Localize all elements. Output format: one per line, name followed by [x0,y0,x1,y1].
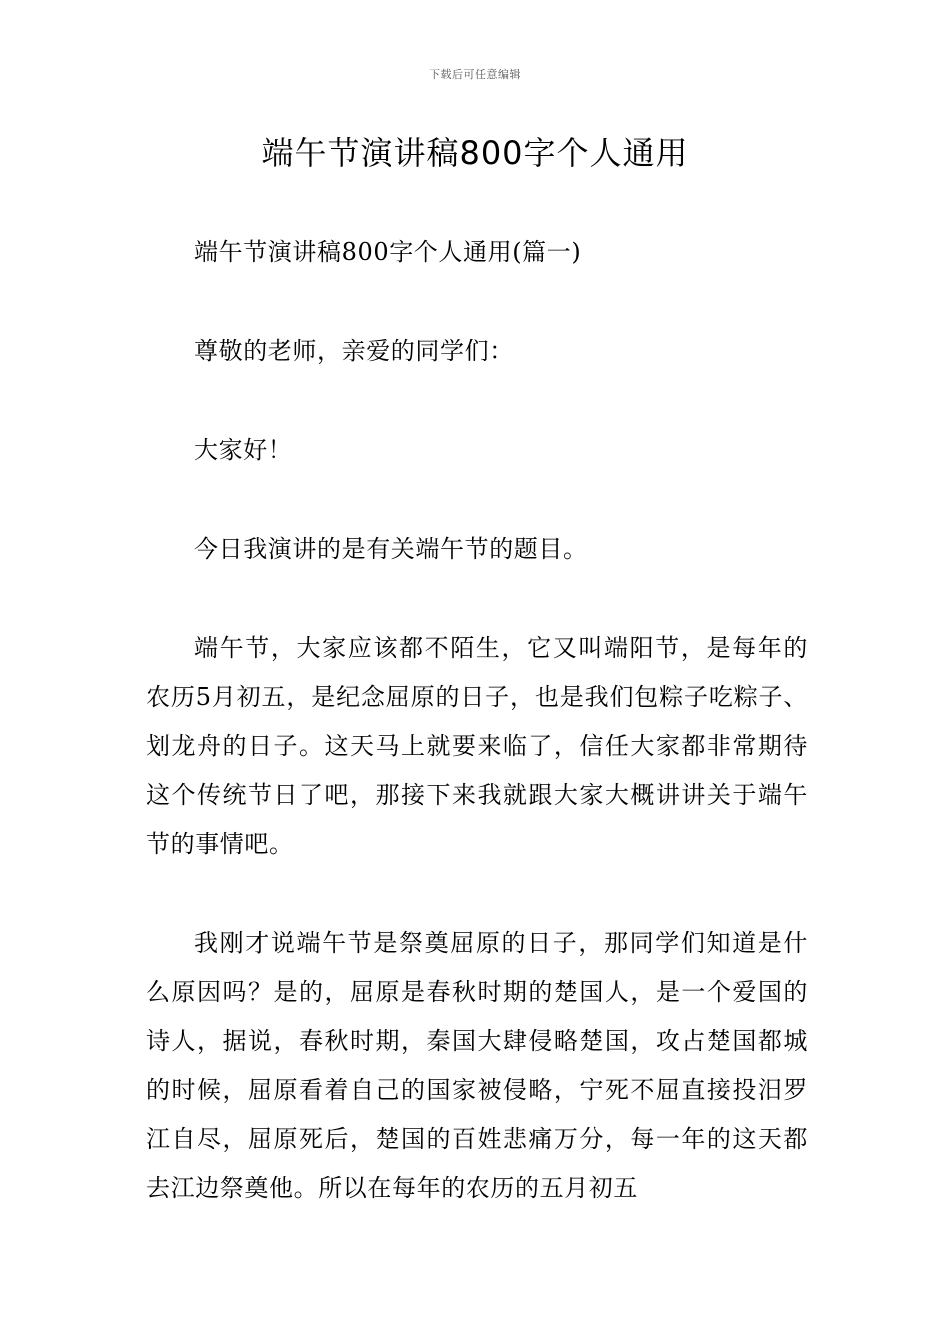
body-paragraph: 端午节，大家应该都不陌生，它又叫端阳节，是每年的农历5月初五，是纪念屈原的日子，也是我们包粽子吃粽子、划龙舟的日子。这天马上就要来临了，信任大家都非常期待这个传统节日了吧，那接下来我就跟大家大概讲讲关于端午节的事情吧。 [146,634,808,858]
paragraph-gap [146,574,808,624]
intro-paragraph: 今日我演讲的是有关端午节的题目。 [194,535,588,563]
document-body [146,228,808,1213]
header-note: 下载后可任意编辑 [429,68,521,81]
greeting: 大家好！ [194,436,293,464]
paragraph-gap [146,869,808,919]
paragraph-gap [146,475,808,525]
section-heading: 端午节演讲稿800字个人通用(篇一) [194,238,582,266]
document-title: 端午节演讲稿800字个人通用 [261,134,689,172]
body-paragraph: 我刚才说端午节是祭奠屈原的日子，那同学们知道是什么原因吗？是的，屈原是春秋时期的楚国人，是一个爱国的诗人，据说，春秋时期，秦国大肆侵略楚国，攻占楚国都城的时候，屈原看着自己的国家被侵略，宁死不屈直接投汨罗江自尽，屈原死后，楚国的百姓悲痛万分，每一年的这天都去江边祭奠他。所以在每年的农历的五月初五 [146,929,808,1202]
paragraph-gap [146,277,808,327]
paragraph-gap [146,376,808,426]
salutation: 尊敬的老师，亲爱的同学们： [194,337,514,365]
